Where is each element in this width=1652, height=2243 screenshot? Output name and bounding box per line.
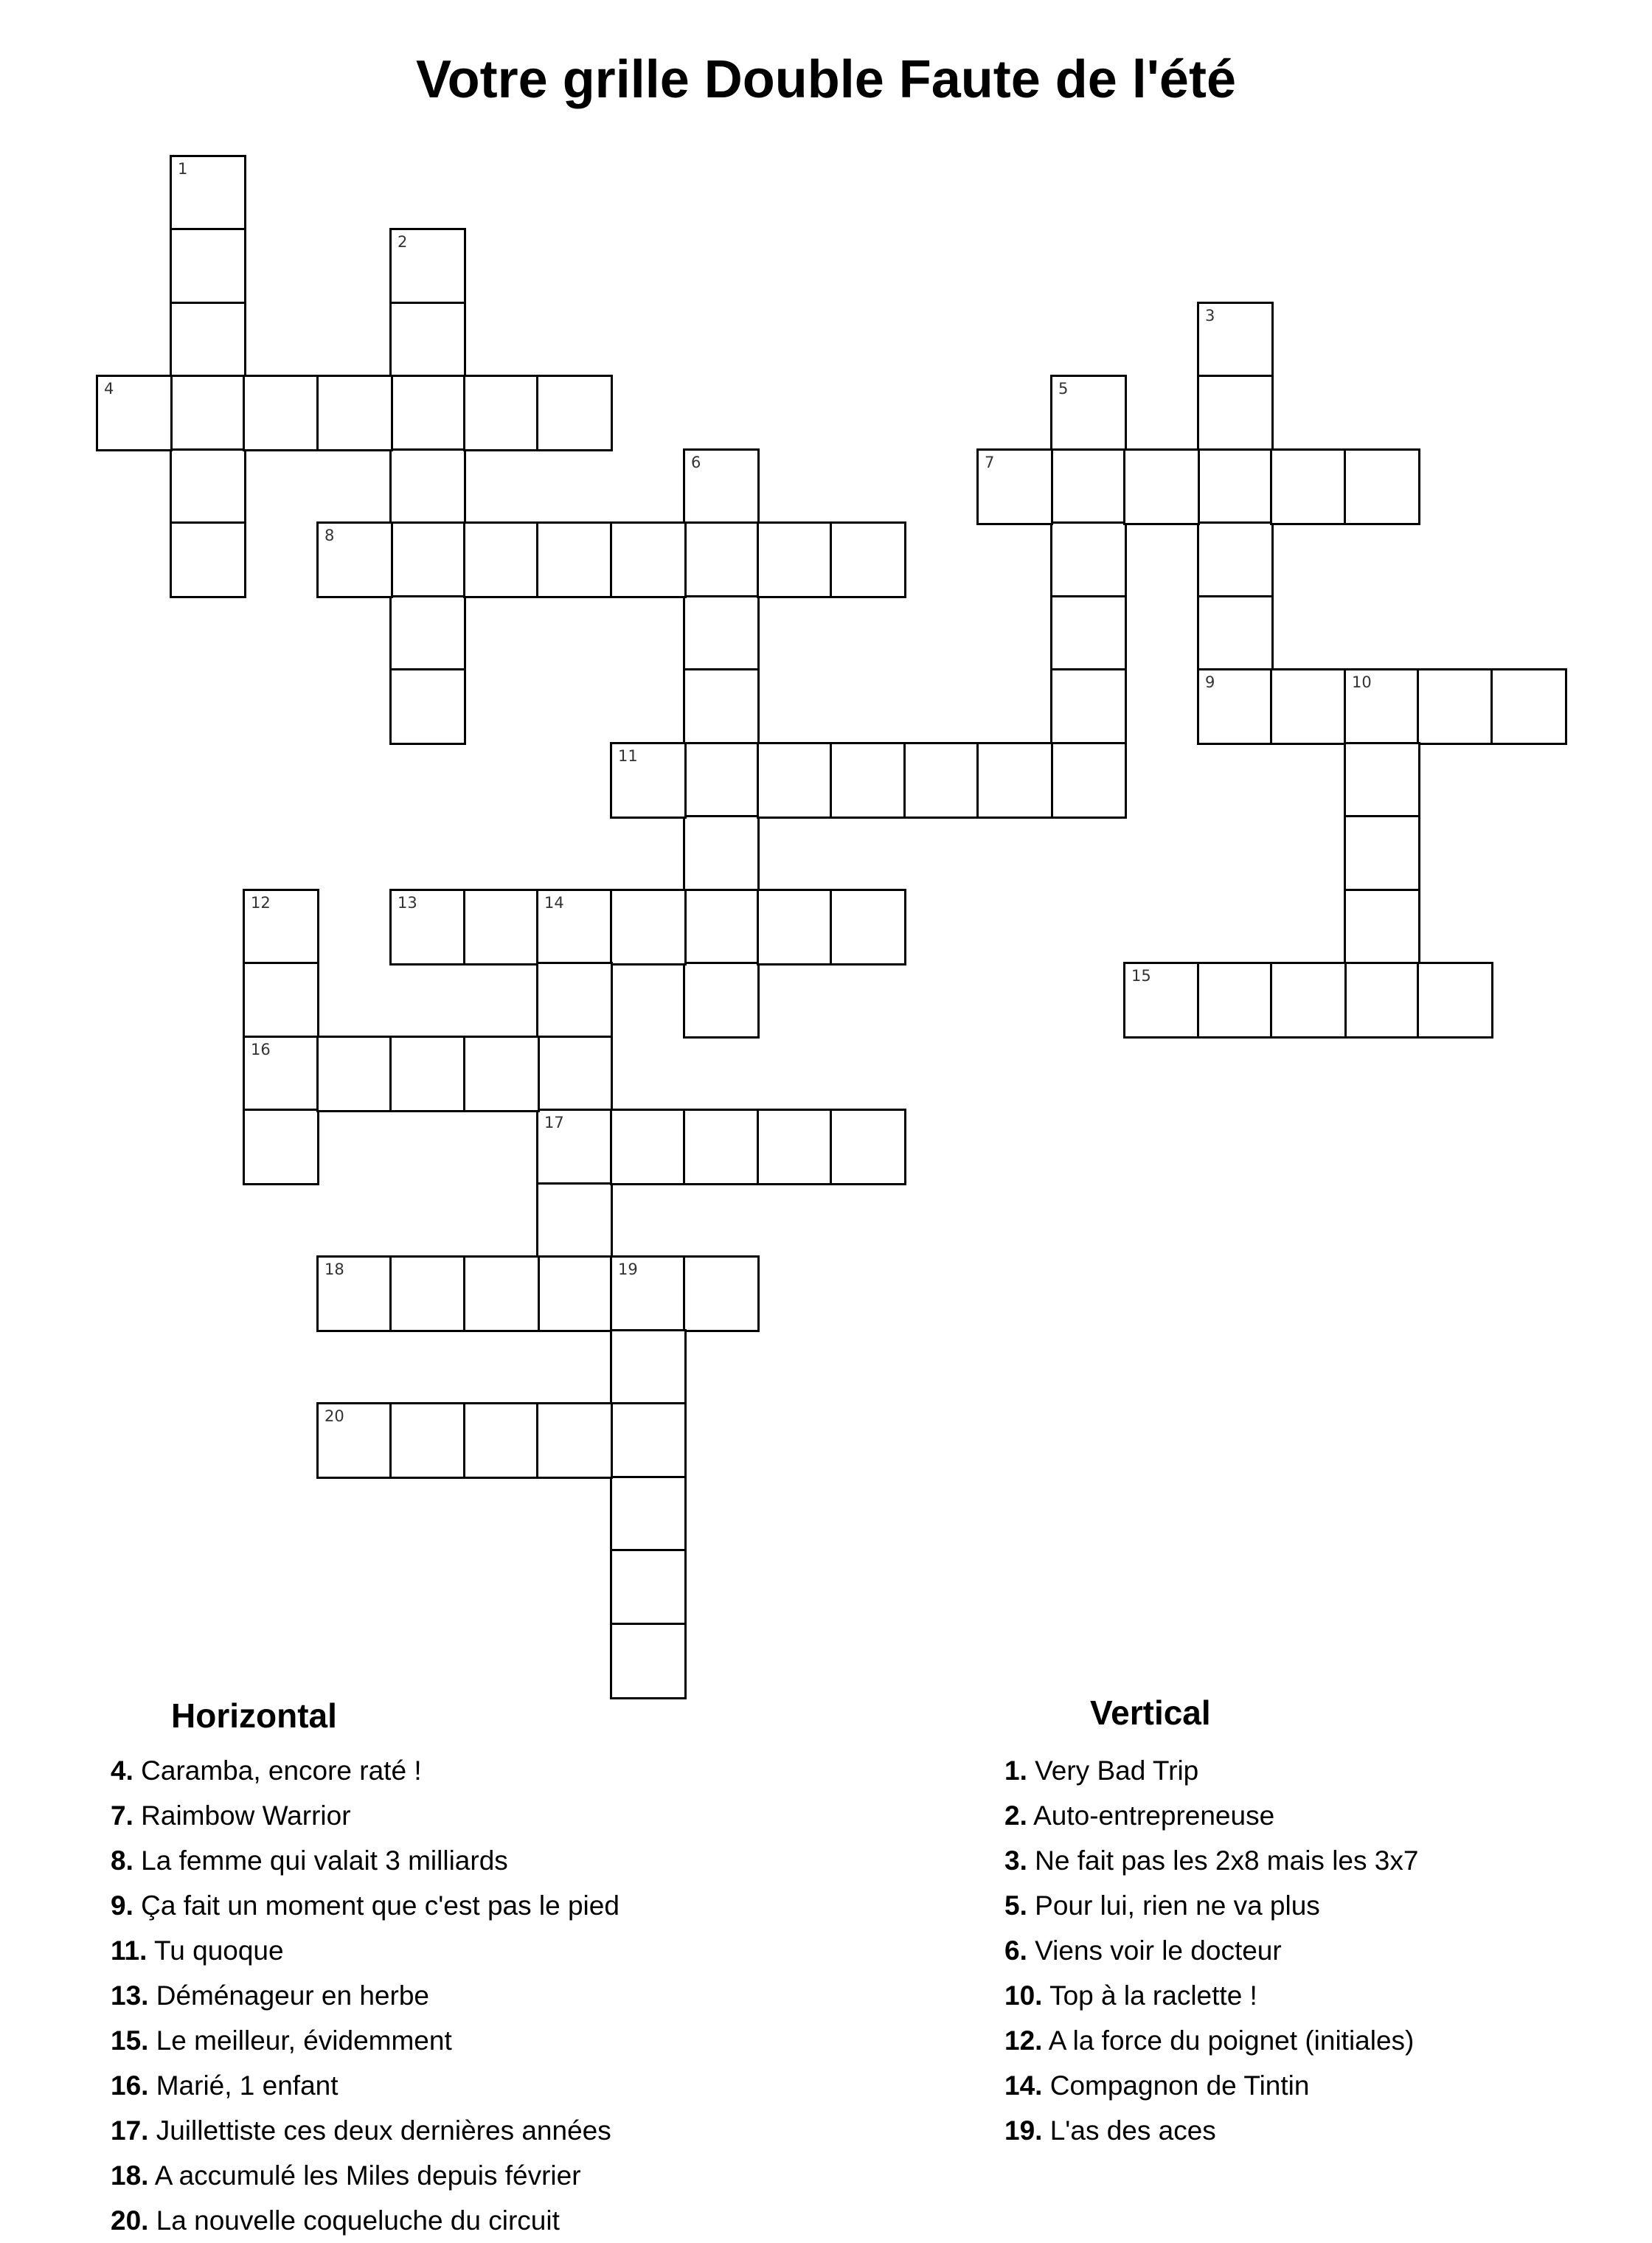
clue-number: 1 [178, 160, 188, 178]
crossword-cell[interactable] [1344, 448, 1420, 525]
crossword-cell[interactable] [316, 375, 393, 451]
crossword-cell[interactable] [463, 375, 540, 451]
crossword-cell[interactable] [976, 448, 1053, 525]
clue-item-text: Le meilleur, évidemment [156, 2025, 452, 2056]
clue-item [1004, 2018, 1418, 2063]
clue-item-text: Déménageur en herbe [156, 1980, 429, 2011]
clue-number: 18 [324, 1261, 344, 1278]
crossword-cell[interactable] [1050, 375, 1127, 451]
crossword-cell[interactable] [389, 595, 466, 672]
crossword-cell[interactable] [389, 228, 466, 305]
crossword-cell[interactable] [389, 889, 466, 966]
clue-item-number: 9. [111, 1890, 133, 1921]
crossword-cell[interactable] [1490, 668, 1567, 745]
clue-number: 15 [1131, 967, 1151, 985]
clue-number: 16 [251, 1041, 271, 1058]
crossword-cell[interactable] [536, 962, 613, 1039]
clue-item-text: Pour lui, rien ne va plus [1035, 1890, 1320, 1921]
crossword-cell[interactable] [683, 1109, 760, 1185]
clue-item-number: 4. [111, 1755, 133, 1786]
clue-number: 7 [985, 454, 995, 471]
crossword-cell[interactable] [610, 1329, 687, 1406]
crossword-cell[interactable] [1197, 448, 1274, 525]
crossword-cell[interactable] [976, 742, 1053, 819]
crossword-cell[interactable] [243, 962, 319, 1039]
clue-item [111, 2063, 620, 2108]
clue-item [111, 1928, 620, 1973]
clue-item [1004, 1748, 1418, 1793]
clue-number: 11 [618, 747, 638, 765]
crossword-cell[interactable] [316, 1036, 393, 1112]
crossword-cell[interactable] [536, 1036, 613, 1112]
clue-item [111, 2153, 620, 2198]
crossword-cell[interactable] [1417, 962, 1493, 1039]
crossword-cell[interactable] [610, 1549, 687, 1626]
crossword-cell[interactable] [170, 521, 246, 598]
crossword-cell[interactable] [1197, 521, 1274, 598]
clue-number: 6 [691, 454, 701, 471]
crossword-cell[interactable] [610, 889, 687, 966]
clue-item-number: 10. [1004, 1980, 1043, 2011]
crossword-cell[interactable] [170, 448, 246, 525]
clue-item-text: La nouvelle coqueluche du circuit [156, 2205, 560, 2236]
crossword-cell[interactable] [683, 595, 760, 672]
crossword-cell[interactable] [610, 1255, 687, 1332]
vertical-clue-list [1004, 1748, 1418, 2153]
clue-item [1004, 1838, 1418, 1883]
crossword-cell[interactable] [1344, 815, 1420, 892]
clue-item-number: 14. [1004, 2070, 1043, 2101]
crossword-cell[interactable] [683, 668, 760, 745]
clue-item [1004, 1973, 1418, 2018]
crossword-cell[interactable] [610, 742, 687, 819]
crossword-cell[interactable] [536, 375, 613, 451]
crossword-cell[interactable] [903, 742, 980, 819]
crossword-cell[interactable] [389, 668, 466, 745]
crossword-cell[interactable] [1344, 668, 1420, 745]
crossword-cell[interactable] [1197, 668, 1274, 745]
clue-item-number: 5. [1004, 1890, 1027, 1921]
crossword-cell[interactable] [243, 1109, 319, 1185]
crossword-cell[interactable] [1197, 595, 1274, 672]
crossword-cell[interactable] [830, 889, 906, 966]
crossword-cell[interactable] [316, 1402, 393, 1479]
clue-item-text: A accumulé les Miles depuis février [154, 2160, 581, 2191]
crossword-cell[interactable] [683, 742, 760, 819]
crossword-cell[interactable] [610, 1476, 687, 1553]
clue-item-text: Top à la raclette ! [1049, 1980, 1257, 2011]
clue-item-text: Caramba, encore raté ! [141, 1755, 422, 1786]
crossword-cell[interactable] [463, 521, 540, 598]
clue-item [111, 1748, 620, 1793]
clue-item-number: 17. [111, 2115, 149, 2146]
clue-number: 12 [251, 894, 271, 912]
clue-item [1004, 1928, 1418, 1973]
clue-item-number: 3. [1004, 1845, 1027, 1876]
clue-item-number: 16. [111, 2070, 149, 2101]
crossword-cell[interactable] [757, 889, 833, 966]
clue-item-number: 8. [111, 1845, 133, 1876]
crossword-cell[interactable] [1344, 962, 1420, 1039]
crossword-cell[interactable] [683, 521, 760, 598]
page-title: Votre grille Double Faute de l'été [416, 50, 1236, 109]
crossword-cell[interactable] [1123, 448, 1200, 525]
clue-item [1004, 1793, 1418, 1838]
crossword-cell[interactable] [389, 302, 466, 378]
crossword-cell[interactable] [1050, 448, 1127, 525]
clue-number: 19 [618, 1261, 638, 1278]
clue-item-number: 19. [1004, 2115, 1043, 2146]
crossword-cell[interactable] [170, 155, 246, 232]
crossword-cell[interactable] [1050, 668, 1127, 745]
crossword-cell[interactable] [1270, 448, 1347, 525]
crossword-cell[interactable] [96, 375, 173, 451]
crossword-cell[interactable] [243, 889, 319, 966]
clue-item [111, 1973, 620, 2018]
clue-number: 2 [398, 233, 408, 251]
crossword-cell[interactable] [830, 521, 906, 598]
clue-item-text: Marié, 1 enfant [156, 2070, 339, 2101]
clue-number: 8 [324, 527, 335, 544]
crossword-cell[interactable] [683, 889, 760, 966]
crossword-cell[interactable] [389, 1255, 466, 1332]
crossword-cell[interactable] [536, 1255, 613, 1332]
clue-item-text: Raimbow Warrior [141, 1800, 351, 1831]
crossword-cell[interactable] [683, 815, 760, 892]
clue-item-number: 15. [111, 2025, 149, 2056]
clue-item [111, 1793, 620, 1838]
clue-item [111, 2018, 620, 2063]
crossword-cell[interactable] [610, 1623, 687, 1699]
clue-item-text: A la force du poignet (initiales) [1048, 2025, 1415, 2056]
clue-item-number: 2. [1004, 1800, 1027, 1831]
crossword-cell[interactable] [316, 1255, 393, 1332]
crossword-cell[interactable] [243, 375, 319, 451]
clue-item [1004, 2063, 1418, 2108]
crossword-cell[interactable] [536, 889, 613, 966]
clue-item-text: La femme qui valait 3 milliards [141, 1845, 508, 1876]
clue-item-number: 6. [1004, 1935, 1027, 1966]
crossword-cell[interactable] [1344, 742, 1420, 819]
crossword-cell[interactable] [1197, 302, 1274, 378]
crossword-cell[interactable] [1270, 668, 1347, 745]
crossword-cell[interactable] [683, 448, 760, 525]
crossword-cell[interactable] [683, 1255, 760, 1332]
crossword-cell[interactable] [830, 742, 906, 819]
crossword-cell[interactable] [610, 521, 687, 598]
clue-item-text: Ça fait un moment que c'est pas le pied [141, 1890, 620, 1921]
crossword-cell[interactable] [1050, 742, 1127, 819]
crossword-cell[interactable] [463, 1036, 540, 1112]
clue-number: 5 [1058, 380, 1069, 398]
crossword-cell[interactable] [389, 1402, 466, 1479]
crossword-cell[interactable] [536, 1402, 613, 1479]
clue-number: 4 [104, 380, 114, 398]
horizontal-heading: Horizontal [171, 1696, 337, 1735]
crossword-cell[interactable] [170, 228, 246, 305]
crossword-cell[interactable] [463, 1402, 540, 1479]
crossword-cell[interactable] [1197, 962, 1274, 1039]
clue-item [1004, 1883, 1418, 1928]
crossword-cell[interactable] [610, 1109, 687, 1185]
crossword-cell[interactable] [1270, 962, 1347, 1039]
crossword-cell[interactable] [1050, 521, 1127, 598]
crossword-cell[interactable] [536, 1182, 613, 1259]
crossword-cell[interactable] [536, 521, 613, 598]
clue-item-number: 18. [111, 2160, 149, 2191]
clue-item-text: Very Bad Trip [1035, 1755, 1199, 1786]
clue-item [111, 1838, 620, 1883]
clue-item [111, 2198, 620, 2243]
crossword-cell[interactable] [243, 1036, 319, 1112]
clue-item-text: Viens voir le docteur [1035, 1935, 1282, 1966]
horizontal-clue-list [111, 1748, 620, 2243]
clue-number: 17 [544, 1114, 564, 1131]
crossword-cell[interactable] [463, 889, 540, 966]
clue-item-number: 11. [111, 1935, 148, 1966]
crossword-cell[interactable] [1050, 595, 1127, 672]
clue-item-number: 7. [111, 1800, 133, 1831]
crossword-cell[interactable] [1197, 375, 1274, 451]
clue-item-text: Juillettiste ces deux dernières années [156, 2115, 611, 2146]
clue-item [1004, 2108, 1418, 2153]
crossword-cell[interactable] [830, 1109, 906, 1185]
crossword-cell[interactable] [463, 1255, 540, 1332]
crossword-cell[interactable] [683, 962, 760, 1039]
clue-item-number: 13. [111, 1980, 149, 2011]
crossword-cell[interactable] [389, 448, 466, 525]
crossword-cell[interactable] [1344, 889, 1420, 966]
clue-number: 3 [1205, 307, 1215, 325]
clue-item-text: Auto-entrepreneuse [1033, 1800, 1275, 1831]
clue-item [111, 2108, 620, 2153]
clue-item-number: 20. [111, 2205, 149, 2236]
crossword-cell[interactable] [757, 1109, 833, 1185]
clue-item-number: 12. [1004, 2025, 1043, 2056]
clue-item-text: Ne fait pas les 2x8 mais les 3x7 [1035, 1845, 1419, 1876]
crossword-cell[interactable] [389, 521, 466, 598]
clue-number: 13 [398, 894, 417, 912]
clue-number: 20 [324, 1407, 344, 1425]
crossword-cell[interactable] [1123, 962, 1200, 1039]
crossword-cell[interactable] [610, 1402, 687, 1479]
clue-item-text: L'as des aces [1049, 2115, 1216, 2146]
crossword-cell[interactable] [316, 521, 393, 598]
crossword-cell[interactable] [389, 375, 466, 451]
crossword-cell[interactable] [1417, 668, 1493, 745]
clue-number: 10 [1352, 673, 1372, 691]
crossword-cell[interactable] [757, 742, 833, 819]
crossword-cell[interactable] [170, 302, 246, 378]
clue-item-number: 1. [1004, 1755, 1027, 1786]
crossword-cell[interactable] [170, 375, 246, 451]
clue-number: 14 [544, 894, 564, 912]
clue-item [111, 1883, 620, 1928]
crossword-cell[interactable] [757, 521, 833, 598]
clue-item-text: Compagnon de Tintin [1049, 2070, 1310, 2101]
crossword-cell[interactable] [389, 1036, 466, 1112]
clue-item-text: Tu quoque [154, 1935, 284, 1966]
clue-number: 9 [1205, 673, 1215, 691]
vertical-heading: Vertical [1090, 1693, 1211, 1732]
crossword-cell[interactable] [536, 1109, 613, 1185]
